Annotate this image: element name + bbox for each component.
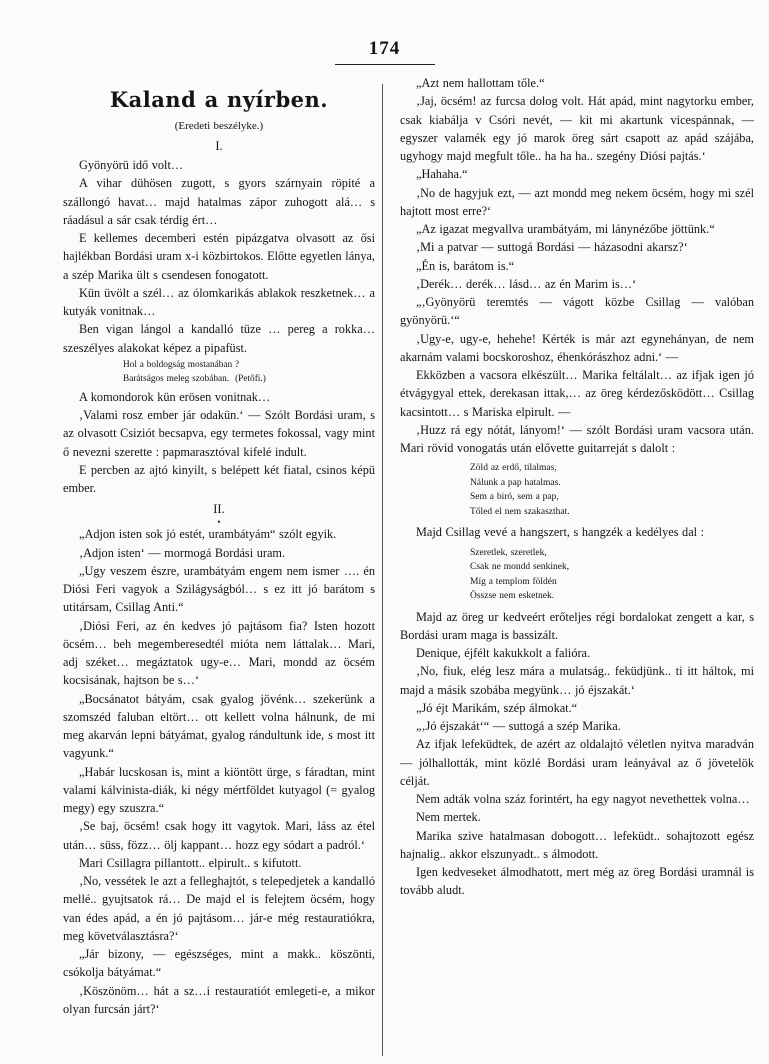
paragraph: Majd az öreg ur kedveért erőteljes régi bordalokat zengett a kar, s Bordási uram maga is bassizált. <box>400 609 754 642</box>
paragraph: ‚Mi a patvar — suttogá Bordási — házasodni akarsz?‘ <box>416 240 688 255</box>
right-column <box>400 74 754 900</box>
header-rule <box>335 64 435 65</box>
song-verse <box>470 546 754 604</box>
verse-line: Összse nem esketnek. <box>470 591 555 601</box>
paragraph: E percben az ajtó kinyilt, s belépett két fiatal, csinos képü ember. <box>63 462 375 495</box>
paragraph: ‚Jaj, öcsém! az furcsa dolog volt. Hát apád, mint nagytorku ember, csak kiabálja v Csóri nevét, — kit mi akartunk vicespánnak, — egyszer valamék egy jó marok öreg sárt csapott az apád szájába, ugyhogy majd megfult tőle.. ha ha ha.. szegény Diósi pajtás.‘ <box>400 94 754 163</box>
paragraph: A komondorok kün erösen vonitnak… <box>79 389 271 404</box>
paragraph: ‚Adjon isten‘ — mormogá Bordási uram. <box>79 545 286 560</box>
verse-line: Míg a templom földén <box>470 576 557 587</box>
verse-line: Szeretlek, szeretlek, <box>470 547 547 558</box>
paragraph-group <box>400 608 754 900</box>
paragraph: „Az igazat megvallva urambátyám, mi lánynézőbe jöttünk.“ <box>416 222 715 236</box>
verse-line: Tőled el nem szakaszthat. <box>470 506 570 517</box>
paragraph: ‚Köszönöm… hát a sz…i restauratiót emlegeti-e, a mikor olyan furcsán járt?‘ <box>63 983 375 1016</box>
paragraph: Marika szive hatalmasan dobogott… lefeküdt.. sohajtozott egész hajnalig.. akkor elszunyadt.. s álmodott. <box>400 828 754 861</box>
paragraph: Denique, éjfélt kakukkolt a falióra. <box>416 646 591 660</box>
verse-line: Zöld az erdő, tilalmas, <box>470 463 557 474</box>
paragraph: ‚Se baj, öcsém! csak hogy itt vagytok. Mari, láss az étel után… süss, fözz… ölj kappant… hozz egy sódart a padról.‘ <box>63 819 375 852</box>
paragraph: ‚Derék… derék… lásd… az én Marim is…‘ <box>416 276 637 291</box>
paragraph: E kellemes decemberi estén pipázgatva olvasott az ősi hajlékban Bordási uram x-i közbirtokos. Előtte egyetlen lánya, a szép Marika ült s csendesen fonogatott. <box>63 231 375 282</box>
column-divider <box>382 84 383 1056</box>
song-verse <box>470 461 754 519</box>
paragraph-group <box>63 525 375 1018</box>
paragraph: ‚Valami rosz ember jár odakün.‘ — Szólt Bordási uram, s az olvasott Csiziót becsapva, egy termetes fokossal, vagy mint ő nevezni szerette : papmarasztóval kifelé indult. <box>63 408 375 459</box>
motto-attribution: (Petőfi.) <box>235 373 266 384</box>
paragraph: „Jó éjt Marikám, szép álmokat.“ <box>416 700 578 715</box>
paragraph: „Azt nem hallottam tőle.“ <box>416 76 545 90</box>
story-title: Kaland a nyírben. <box>109 87 329 112</box>
paragraph: „‚Gyönyörü teremtés — vágott közbe Csillag — valóban gyönyörü.‘“ <box>400 295 754 328</box>
paragraph: „Ugy veszem észre, urambátyám engem nem ismer …. én Diósi Feri vagyok a Szilágyságból… s ez itt jó barátom s utitársam, Csillag Anti.“ <box>63 563 375 615</box>
motto-line: Barátságos meleg szobában. (Petőfi.) <box>123 373 266 384</box>
page-number: 174 <box>368 38 401 59</box>
motto-line: Hol a boldogság mostanában ? <box>123 359 240 370</box>
paragraph: Igen kedveseket álmodhatott, mert még az öreg Bordási uramnál is tovább aludt. <box>400 865 754 898</box>
paragraph-group <box>63 156 375 357</box>
paragraph: ‚Ugy-e, ugy-e, hehehe! Kérték is már azt egynehányan, de nem akarnám valami bocskoroshoz, éhenkórászhoz adni.‘ — <box>400 331 754 364</box>
paragraph: Mari Csillagra pillantott.. elpirult.. s kifutott. <box>79 855 302 870</box>
paragraph: ‚Diósi Feri, az én kedves jó pajtásom fia? Isten hozott öcsém… beh megemberesedtél mióta nem láttalak… Mari, adj széket… megáztatok ugy-e… Mari, mondd az öcsém kocsisának, hajtson be s…‘ <box>63 618 375 688</box>
verse-line: Nálunk a pap hatalmas. <box>470 477 561 488</box>
paragraph-group <box>400 74 754 457</box>
verse-line: Csak ne mondd senkinek, <box>470 562 570 572</box>
paragraph: Gyönyörü idő volt… <box>79 158 184 172</box>
paragraph: Majd Csillag vevé a hangszert, s hangzék a kedélyes dal : <box>416 525 705 540</box>
paragraph: „Bocsánatot bátyám, csak gyalog jövénk… szekerünk a szomszéd faluban eltört… ott kellett volna hálnunk, de mi meg akarván lepni bátyámat, gyalog rándultunk ide, s most itt vagyunk.“ <box>63 691 375 761</box>
paragraph: Nem mertek. <box>416 810 481 825</box>
paragraph: Ben vigan lángol a kandalló tüze … pereg a rokka… szeszélyes alakokat képez a pipafüst. <box>63 322 375 355</box>
paragraph: ‚No de hagyjuk ezt, — azt mondd meg nekem öcsém, hogy mi szél hajtott most erre?‘ <box>400 185 754 218</box>
paragraph: „Adjon isten sok jó estét, urambátyám“ szólt egyik. <box>79 527 337 542</box>
paragraph: Ekközben a vacsora elkészült… Marika feltálalt… az ifjak igen jó étvágygyal ettek, derekasan ittak,… az öreg kérdezősködött… Csillag kacsintott… s Mariska elpirult. — <box>400 368 754 419</box>
paragraph: ‚No, vessétek le azt a felleghajtót, s telepedjetek a kandalló mellé.. gyujtsatok rá… De majd el is felejtem öcsém, hogy van édes apád, a én jó pajtásom… jár-e még restauratiókra, meg követválasztásra?‘ <box>63 874 375 943</box>
paragraph: Nem adták volna száz forintért, ha egy nagyot nevethettek volna… <box>416 792 750 806</box>
motto <box>123 358 375 386</box>
paragraph: A vihar dühösen zugott, s gyors szárnyain röpité a szállongó havat… majd hatalmas zápor zuhogott alá… s ráadásul a sár csak térdig ért… <box>63 176 375 227</box>
paragraph: Kün üvölt a szél… az ólomkarikás ablakok reszketnek… a kutyák vonitnak… <box>63 285 375 318</box>
paragraph-group <box>63 388 375 498</box>
section-dot: • <box>217 517 221 528</box>
paragraph: ‚No, fiuk, elég lesz mára a mulatság.. feküdjünk.. ti itt háltok, mi majd a másik szobába megyünk… jó éjszakát.‘ <box>400 664 754 697</box>
paragraph: „Én is, barátom is.“ <box>416 258 515 273</box>
paragraph: Az ifjak lefeküdtek, de azért az oldalajtó véletlen nyitva maradván — jólhallották, mint közlé Bordási uram leányával az ő jövetelök célját. <box>400 737 754 788</box>
paragraph: „Habár lucskosan is, mint a kiöntött ürge, s fáradtan, mint valami kálvinista-diák, ki négy mértföldet kutyagol (= gyalog megy) egy szuszra.“ <box>63 764 375 815</box>
left-column <box>63 82 375 1018</box>
verse-line: Sem a biró, sem a pap, <box>470 492 559 503</box>
story-subtitle: (Eredeti beszélyke.) <box>174 120 264 132</box>
paragraph: „Jár bizony, — egészséges, mint a makk.. köszönti, csókolja bátyámat.“ <box>63 947 375 980</box>
paragraph: ‚Huzz rá egy nótát, lányom!‘ — szólt Bordási uram vacsora után. Mari rövid vonogatás után elővette guitarreját s dalolt : <box>400 422 754 455</box>
section-heading-2: II. <box>213 502 225 517</box>
paragraph: „‚Jó éjszakát‘“ — suttogá a szép Marika. <box>416 719 621 733</box>
section-heading-1: I. <box>215 139 223 153</box>
paragraph: „Hahaha.“ <box>416 167 468 182</box>
